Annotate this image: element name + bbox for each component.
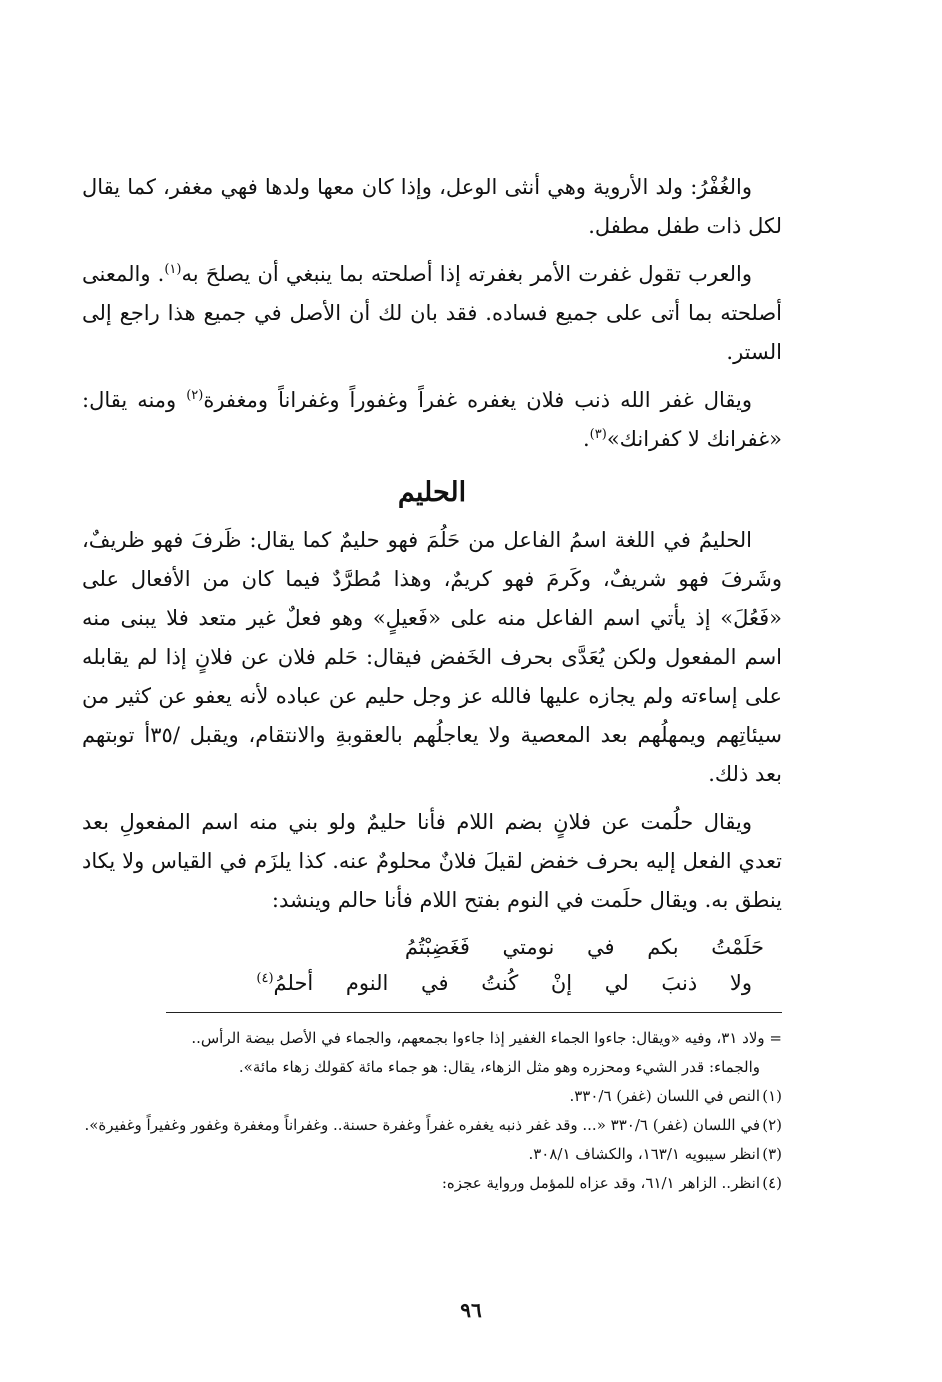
paragraph-ghafartu <box>82 255 782 372</box>
paragraph-halim-definition: الحليمُ في اللغة اسمُ الفاعل من حَلُمَ فهو حليمٌ كما يقال: ظَرفَ فهو ظريفٌ، وشَرفَ فهو شريفٌ، وكَرمَ فهو كريمٌ، وهذا مُطرَّدٌ فيما كان من الأفعال على «فَعُلَ» إذ يأتي اسم الفاعل منه على «فَعيلٍ» وهو فعلٌ غير متعد فلا يبنى منه اسم المفعول ولكن يُعَدَّى بحرف الخَفض فيقال: حَلم فلان عن فلانٍ إذا لم يقابله على إساءته ولم يجازه عليها فالله عز وجل حليم عن عباده لأنه يعفو عن كثير من سيئاتِهم ويمهلُهم بعد المعصية ولا يعاجلُهم بالعقوبةِ والانتقام، ويقبل /٣٥أ توبتهم بعد ذلك. <box>82 528 782 786</box>
page-body <box>82 168 782 1001</box>
footnote-text: النص في اللسان (غفر) ٣٣٠/٦. <box>569 1087 760 1105</box>
page-number: ٩٦ <box>460 1298 482 1322</box>
footnote-continuation-jamma: والجماء: قدر الشيء ومحزره وهو مثل الزهاء، يقال: هو جماء مائة كقولك زهاء مائة». <box>238 1058 760 1076</box>
footnotes <box>82 1026 782 1200</box>
footnote-number: (٣) <box>762 1145 782 1163</box>
footnote-reference-2[interactable]: (٢) <box>186 388 204 403</box>
footnote-reference-4[interactable]: (٤) <box>256 971 274 986</box>
footnote-number: (٢) <box>762 1116 782 1134</box>
footnote-4 <box>82 1171 782 1196</box>
footnote-number: (١) <box>762 1087 782 1105</box>
paragraph-ghufr: والغُفْرُ: ولد الأروية وهي أنثى الوعل، وإذا كان معها ولدها فهي مغفر، كما يقال لكل ذات طفل مطفل. <box>82 175 782 238</box>
footnote-reference-3[interactable]: (٣) <box>589 427 607 442</box>
footnote-text: في اللسان (غفر) ٣٣٠/٦ «... وقد غفر ذنبه يغفره غفراً وغفرة حسنة.. وغفراناً ومغفرة وغفور وغفيراً وغفيرة». <box>84 1116 760 1134</box>
footnote-text: انظر.. الزاهر ٦١/١، وقد عزاه للمؤمل ورواية عجزه: <box>441 1174 760 1192</box>
poetry-verse <box>82 929 782 1001</box>
paragraph-text: ويقال غفر الله ذنب فلان يغفره غفراً وغفوراً وغفراناً ومغفرة <box>203 388 752 412</box>
paragraph-text: . <box>582 427 590 451</box>
paragraph-halumtu: ويقال حلُمت عن فلانٍ بضم اللام فأنا حليمٌ ولو بني منه اسم المفعولِ بعد تعدي الفعل إليه بحرف خفض لقيلَ فلانٌ محلومٌ عنه. كذا يلزَم في القياس ولا يكاد ينطق به. ويقال حلَمت في النوم بفتح اللام فأنا حالم وينشد: <box>82 810 782 912</box>
verse-second-hemistich <box>82 965 764 1001</box>
footnote-2 <box>82 1113 782 1138</box>
paragraph-text: ومنه يقال: «غفرانك لا كفرانك» <box>82 388 782 451</box>
verse-first-hemistich: حَلَمْتُ بكم في نومتي فَغَضِبْتُمُ <box>404 935 764 959</box>
paragraph-ghafara-allah <box>82 381 782 459</box>
verse-text: ولا ذنبَ لي إنْ كُنتُ في النوم أحلمُ <box>273 971 752 995</box>
footnote-number: (٤) <box>762 1174 782 1192</box>
paragraph-text: والعرب تقول غفرت الأمر بغفرته إذا أصلحته بما ينبغي أن يصلحَ به <box>181 262 752 286</box>
footnote-1 <box>82 1084 782 1109</box>
paragraph-text: . والمعنى أصلحته بما أتى على جميع فساده. فقد بان لك أن الأصل في جميع هذا راجع إلى الستر. <box>82 262 783 364</box>
section-heading: الحليم <box>397 477 467 508</box>
footnote-text: انظر سيبويه ١٦٣/١، والكشاف ٣٠٨/١. <box>528 1145 760 1163</box>
footnote-continuation: = ولاد ٣١، وفيه «ويقال: جاءوا الجماء الغفير إذا جاءوا بجمعهم، والجماء في الأصل بيضة الرأس.. <box>191 1029 782 1047</box>
footnote-reference-1[interactable]: (١) <box>164 262 182 277</box>
footnote-3 <box>82 1142 782 1167</box>
footnote-divider <box>166 1012 782 1013</box>
